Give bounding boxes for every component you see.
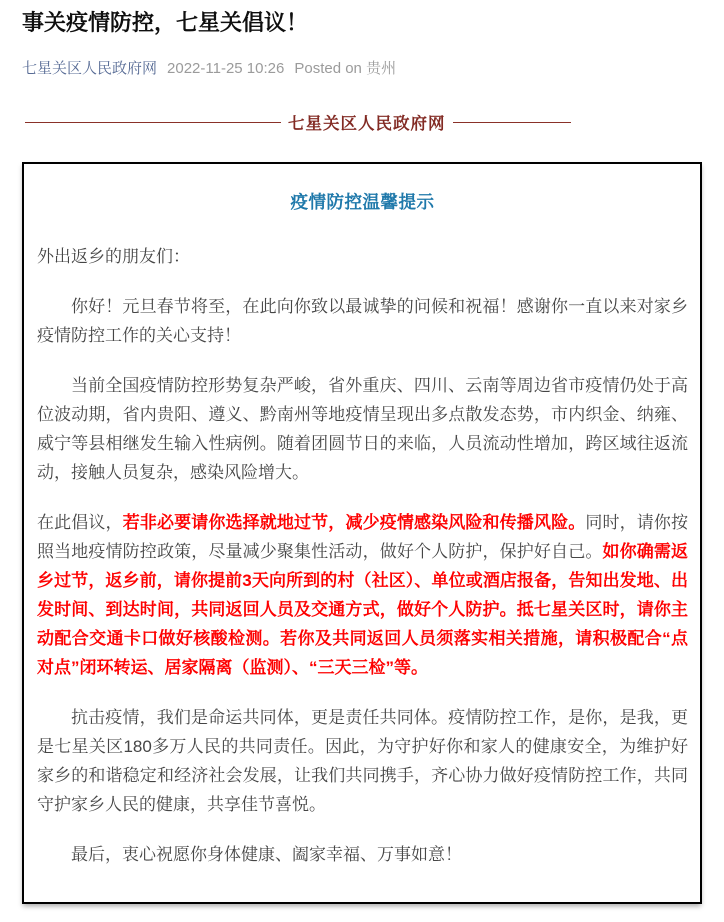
byline: [22, 59, 702, 79]
divider-label: 七星关区人民政府网: [288, 115, 446, 133]
account-link[interactable]: 七星关区人民政府网: [22, 60, 158, 77]
paragraph-greeting: 你好！元旦春节将至，在此向你致以最诚挚的问候和祝福！感谢你一直以来对家乡疫情防控工作的关心支持！: [37, 297, 688, 345]
proposal-black-1: 在此倡议，: [37, 513, 123, 532]
page-title: 事关疫情防控，七星关倡议！: [22, 10, 309, 35]
paragraph-solidarity: 抗击疫情，我们是命运共同体，更是责任共同体。疫情防控工作，是你，是我，更是七星关区180多万人民的共同责任。因此，为守护好你和家人的健康安全，为维护好家乡的和谐稳定和经济社会发展，让我们共同携手，齐心协力做好疫情防控工作，共同守护家乡人民的健康，共享佳节喜悦。: [37, 708, 688, 814]
paragraph-proposal: [37, 508, 688, 682]
divider-line-left: [25, 122, 281, 123]
divider-line-right: [453, 122, 571, 123]
notice-box: [22, 162, 702, 904]
posted-on-location: Posted on 贵州: [294, 60, 397, 77]
proposal-black-2: 同时，请你按照当地疫情防控政策，尽量减少聚集性活动，做好个人防护，保护好自己。: [37, 513, 689, 561]
publish-datetime: 2022-11-25 10:26: [167, 60, 285, 77]
salutation: 外出返乡的朋友们：: [37, 247, 190, 266]
proposal-red-1: 若非必要请你选择就地过节，减少疫情感染风险和传播风险。: [122, 513, 586, 532]
section-divider: [0, 112, 724, 132]
paragraph-wishes: 最后，衷心祝愿你身体健康、阖家幸福、万事如意！: [71, 845, 462, 864]
proposal-red-2: 如你确需返乡过节，返乡前，请你提前3天向所到的村（社区）、单位或酒店报备，告知出发地、出发时间、到达时间，共同返回人员及交通方式，做好个人防护。抵七星关区时，请你主动配合交通卡口做好核酸检测。若你及共同返回人员须落实相关措施，请积极配合“点对点”闭环转运、居家隔离（监测）、“三天三检”等。: [37, 542, 689, 677]
paragraph-situation: 当前全国疫情防控形势复杂严峻，省外重庆、四川、云南等周边省市疫情仍处于高位波动期，省内贵阳、遵义、黔南州等地疫情呈现出多点散发态势，市内织金、纳雍、威宁等县相继发生输入性病例。随着团圆节日的来临，人员流动性增加，跨区域往返流动，接触人员复杂，感染风险增大。: [37, 376, 688, 482]
notice-heading: 疫情防控温馨提示: [290, 192, 435, 212]
